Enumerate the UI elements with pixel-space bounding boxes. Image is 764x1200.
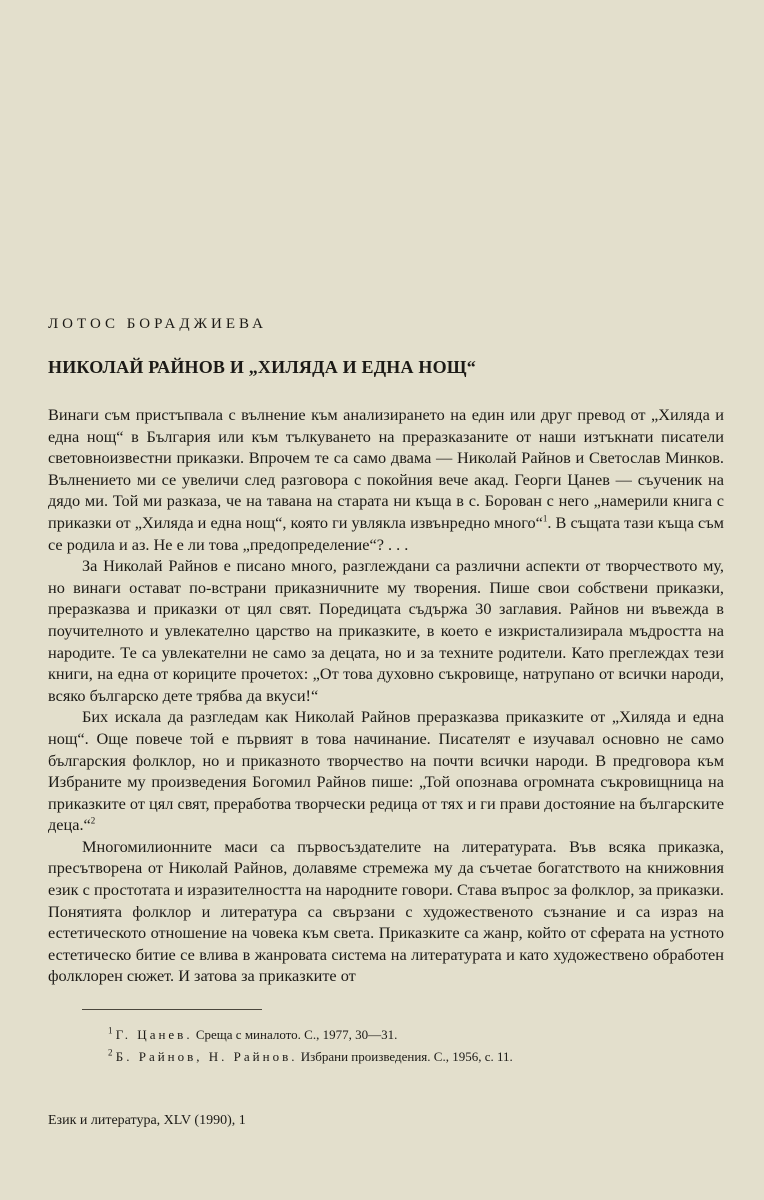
footnotes <box>82 1024 702 1068</box>
footnote-ref: 2 <box>90 815 96 826</box>
paragraph: За Николай Райнов е писано много, разглеждани са различни аспекти от творчеството му, но винаги остават по-встрани приказничните му творения. Пише свои собствени приказки, преразказва и приказки от цял свят. Поредицата съдържа 30 заглавия. Райнов ни въвежда в поучителното и увлекателно царство на приказките, в което е изкристализирала мъдростта на народите. Те са увлекателни не само за децата, но и за техните родители. Като преглеждах тези книги, на една от кориците прочетох: „От това духовно съкровище, натрупано от всички народи, всяко българско дете трябва да вкуси!“ <box>48 556 724 705</box>
author-name: ЛОТОС БОРАДЖИЕВА <box>48 316 267 332</box>
journal-citation: Език и литература, XLV (1990), 1 <box>48 1113 246 1128</box>
article-title: НИКОЛАЙ РАЙНОВ И „ХИЛЯДА И ЕДНА НОЩ“ <box>48 357 476 377</box>
paragraph: Винаги съм пристъпвала с вълнение към анализирането на един или друг превод от „Хиляда и една нощ“ в България или към тълкуването на преразказаните от наши изтъкнати писатели световноизвестни приказки. Впрочем те са само двама — Николай Райнов и Светослав Минков. Вълнението ми се увеличи след разговора с покойния вече акад. Георги Цанев — съученик на дядо ми. Той ми разказа, че на тавана на старата ни къща в с. Борован с него „намерили книга с приказки от „Хиляда и една нощ“, която ги увлякла извънредно много“$^1$. В същата тази къща съм се родила и аз. Не е ли това „предопределение“? . . . <box>48 405 724 554</box>
footnote-ref: 1 <box>542 513 548 524</box>
paragraph: Многомилионните маси са първосъздателите на литературата. Във всяка приказка, пресътворена от Николай Райнов, долавяме стремежа му да съчетае богатството на книжовния език с простотата и изразителността на народните говори. Става въпрос за фолклор, за приказки. Понятията фолклор и литература са свързани с художественото съзнание и са израз на естетическото отношение на човека към света. Приказките са жанр, който от сферата на устното естетическо битие се влива в жанровата система на литературата и като художествено обработен фолклорен сюжет. И затова за приказките от <box>48 836 724 986</box>
footnote: $^1$ Г. Цанев. Среща с миналото. С., 1977, 30—31. <box>108 1025 398 1042</box>
footnote-divider <box>82 1009 262 1010</box>
paragraph: Бих искала да разгледам как Николай Райнов преразказва приказките от „Хиляда и една нощ“. Още повече той е първият в това начинание. Писателят е изучавал основно не само българския фолклор, но и приказното творчество на почти всички народи. В предговора към Избраните му произведения Богомил Райнов пише: „Той опознава огромната съкровищница на приказките от цял свят, преработва творчески редица от тях и ги прави достояние на българските деца.“$^2$ <box>48 707 724 835</box>
article-body <box>48 404 724 987</box>
footnote: $^2$ Б. Райнов, Н. Райнов. Избрани произведения. С., 1956, с. 11. <box>108 1047 513 1064</box>
